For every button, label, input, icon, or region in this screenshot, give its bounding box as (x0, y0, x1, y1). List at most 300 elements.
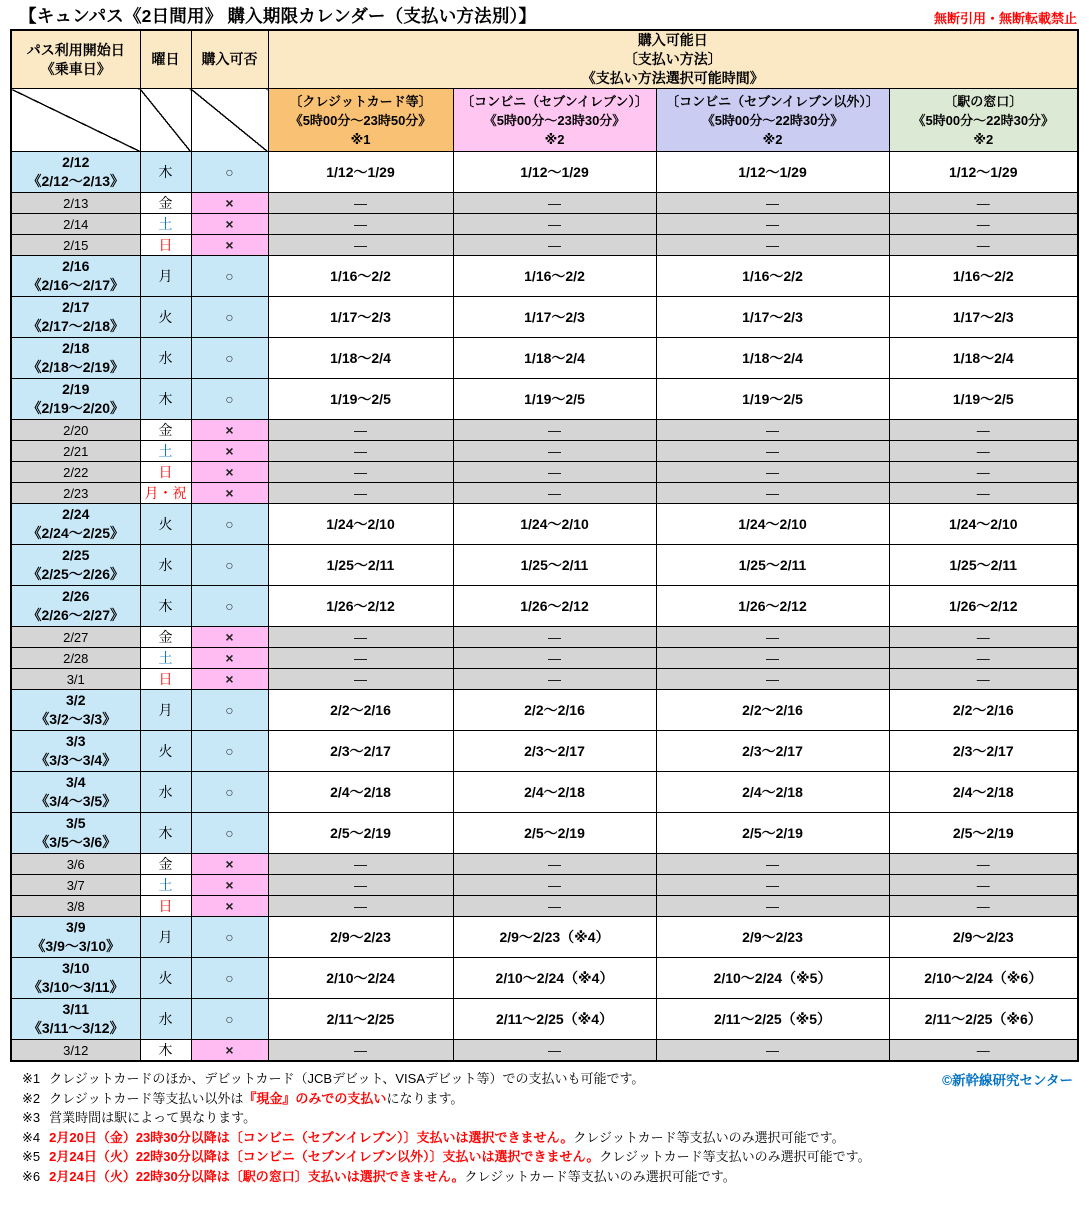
purchase-period-cell: 2/10～2/24（※4） (453, 958, 656, 999)
purchase-period-cell: — (889, 875, 1078, 896)
table-row (11, 420, 1078, 441)
purchase-period-cell: — (889, 420, 1078, 441)
purchase-period-cell: 2/3～2/17 (889, 731, 1078, 772)
table-row (11, 875, 1078, 896)
weekday-cell: 金 (140, 854, 191, 875)
purchase-period-cell: 1/25～2/11 (453, 545, 656, 586)
date-text: 3/2 (66, 692, 86, 708)
purchase-period-cell: — (656, 648, 889, 669)
purchase-period-cell: 1/19～2/5 (656, 379, 889, 420)
availability-cell: × (191, 193, 268, 214)
weekday-cell: 水 (140, 338, 191, 379)
purchase-period-cell: 1/25～2/11 (889, 545, 1078, 586)
purchase-period-cell: — (453, 1040, 656, 1062)
header-row-main (11, 30, 1078, 89)
table-row (11, 193, 1078, 214)
purchase-period-cell: — (656, 235, 889, 256)
date-text: 2/19 (62, 381, 90, 397)
purchase-period-cell: — (268, 896, 453, 917)
purchase-period-cell: — (656, 420, 889, 441)
table-row (11, 545, 1078, 586)
table-row (11, 772, 1078, 813)
availability-cell: ○ (191, 152, 268, 193)
weekday-cell: 火 (140, 731, 191, 772)
date-cell: 2/15 (11, 235, 140, 256)
date-cell: 3/1 (11, 669, 140, 690)
purchase-period-cell: 2/3～2/17 (453, 731, 656, 772)
date-cell (11, 958, 140, 999)
purchase-period-cell: 2/10～2/24（※6） (889, 958, 1078, 999)
date-cell (11, 379, 140, 420)
table-row (11, 256, 1078, 297)
availability-cell: ○ (191, 379, 268, 420)
table-row (11, 999, 1078, 1040)
purchase-period-cell: 2/11～2/25（※6） (889, 999, 1078, 1040)
date-range-text: 《2/18～2/19》 (27, 359, 124, 375)
method-name: 〔コンビニ（セブンイレブン）〕 (461, 93, 648, 109)
weekday-cell: 木 (140, 586, 191, 627)
date-range-text: 《2/25～2/26》 (27, 566, 124, 582)
footnote-text: クレジットカードのほか、デビットカード（JCBデビット、VISAデビット等）での支払いも可能です。 (49, 1071, 645, 1086)
purchase-period-cell: 2/10～2/24 (268, 958, 453, 999)
footnote-text: になります。 (386, 1090, 464, 1106)
availability-cell: ○ (191, 813, 268, 854)
purchase-period-cell: 1/25～2/11 (268, 545, 453, 586)
purchase-period-cell: — (268, 420, 453, 441)
table-row (11, 483, 1078, 504)
purchase-period-cell: 2/3～2/17 (656, 731, 889, 772)
purchase-period-cell: — (889, 669, 1078, 690)
footnote-text: クレジットカード等支払い以外は (49, 1090, 244, 1106)
date-cell (11, 586, 140, 627)
purchase-period-cell: 1/24～2/10 (656, 504, 889, 545)
footnote-line (22, 1108, 1089, 1128)
purchase-period-cell: 1/19～2/5 (268, 379, 453, 420)
purchase-period-cell: — (656, 483, 889, 504)
purchase-period-cell: — (268, 648, 453, 669)
purchase-period-cell: — (889, 896, 1078, 917)
method-name: 〔コンビニ（セブンイレブン以外）〕 (666, 93, 879, 109)
purchase-period-cell: 1/17～2/3 (453, 297, 656, 338)
purchase-period-cell: 1/12～1/29 (453, 152, 656, 193)
purchase-period-cell: — (453, 214, 656, 235)
method-time: 《5時00分～23時50分》 (289, 112, 432, 128)
date-range-text: 《3/3～3/4》 (35, 752, 117, 768)
table-row (11, 504, 1078, 545)
availability-cell: × (191, 896, 268, 917)
weekday-cell: 土 (140, 875, 191, 896)
purchase-period-cell: 1/12～1/29 (268, 152, 453, 193)
table-row (11, 917, 1078, 958)
method-note: ※2 (762, 131, 783, 147)
date-cell: 2/14 (11, 214, 140, 235)
date-range-text: 《3/4～3/5》 (35, 793, 117, 809)
footnote-label: ※3 (22, 1110, 41, 1125)
title-bar (9, 3, 1089, 29)
date-range-text: 《2/16～2/17》 (27, 277, 124, 293)
date-cell: 3/8 (11, 896, 140, 917)
purchase-period-cell: 1/18～2/4 (268, 338, 453, 379)
table-row (11, 462, 1078, 483)
table-row (11, 958, 1078, 999)
purchase-period-cell: — (889, 483, 1078, 504)
purchase-period-cell: 2/9～2/23 (268, 917, 453, 958)
header-row-methods (11, 89, 1078, 152)
diagonal-cell (140, 89, 191, 152)
purchase-period-cell: 1/16～2/2 (889, 256, 1078, 297)
weekday-cell: 月・祝 (140, 483, 191, 504)
availability-cell: ○ (191, 338, 268, 379)
purchase-period-cell: — (453, 441, 656, 462)
date-cell (11, 504, 140, 545)
purchase-period-cell: — (656, 214, 889, 235)
method-name: 〔クレジットカード等〕 (289, 93, 432, 109)
date-range-text: 《2/26～2/27》 (27, 607, 124, 623)
date-text: 3/9 (66, 919, 86, 935)
date-range-text: 《2/24～2/25》 (27, 525, 124, 541)
purchase-period-cell: — (268, 483, 453, 504)
purchase-period-cell: — (268, 462, 453, 483)
date-range-text: 《3/11～3/12》 (27, 1020, 124, 1036)
method-time: 《5時00分～22時30分》 (701, 112, 844, 128)
footnote-text-red: 2月20日（金）23時30分以降は〔コンビニ（セブンイレブン）〕支払いは選択できません。 (49, 1129, 574, 1145)
purchase-period-cell: 2/4～2/18 (268, 772, 453, 813)
purchase-period-cell: 1/25～2/11 (656, 545, 889, 586)
header-availability-column: 購入可否 (191, 30, 268, 89)
purchase-period-cell: 2/9～2/23 (889, 917, 1078, 958)
purchase-period-cell: 1/17～2/3 (889, 297, 1078, 338)
purchase-period-cell: 2/4～2/18 (453, 772, 656, 813)
availability-cell: ○ (191, 958, 268, 999)
purchase-period-cell: 1/19～2/5 (889, 379, 1078, 420)
table-row (11, 379, 1078, 420)
date-text: 2/17 (62, 299, 90, 315)
date-cell: 3/12 (11, 1040, 140, 1062)
date-range-text: 《3/9～3/10》 (31, 938, 121, 954)
header-date-line1: パス利用開始日 (26, 41, 125, 58)
table-row (11, 669, 1078, 690)
weekday-cell: 火 (140, 297, 191, 338)
availability-cell: ○ (191, 504, 268, 545)
weekday-cell: 金 (140, 627, 191, 648)
purchase-period-cell: — (889, 235, 1078, 256)
footnote-line (22, 1089, 1089, 1109)
availability-cell: × (191, 854, 268, 875)
table-row (11, 627, 1078, 648)
footnote-text: クレジットカード等支払いのみ選択可能です。 (464, 1168, 736, 1184)
date-cell (11, 813, 140, 854)
table-row (11, 813, 1078, 854)
weekday-cell: 金 (140, 193, 191, 214)
weekday-cell: 木 (140, 1040, 191, 1062)
date-cell (11, 297, 140, 338)
table-row (11, 214, 1078, 235)
purchase-period-cell: 2/11～2/25（※5） (656, 999, 889, 1040)
footnote-label: ※2 (22, 1090, 41, 1106)
date-text: 3/10 (62, 960, 90, 976)
weekday-cell: 土 (140, 648, 191, 669)
purchase-period-cell: 1/12～1/29 (889, 152, 1078, 193)
date-cell: 2/22 (11, 462, 140, 483)
date-text: 2/12 (62, 154, 90, 170)
method-time: 《5時00分～23時30分》 (483, 112, 626, 128)
footnote-text: 営業時間は駅によって異なります。 (49, 1110, 257, 1125)
date-cell: 2/27 (11, 627, 140, 648)
purchase-period-cell: 1/24～2/10 (889, 504, 1078, 545)
availability-cell: × (191, 1040, 268, 1062)
date-range-text: 《3/2～3/3》 (35, 711, 117, 727)
table-row (11, 854, 1078, 875)
purchase-period-cell: 2/2～2/16 (656, 690, 889, 731)
purchase-period-cell: 1/17～2/3 (268, 297, 453, 338)
weekday-cell: 木 (140, 379, 191, 420)
availability-cell: ○ (191, 586, 268, 627)
purchase-period-cell: — (656, 875, 889, 896)
payment-method-header (268, 89, 453, 152)
table-row (11, 896, 1078, 917)
date-text: 3/4 (66, 774, 86, 790)
purchase-period-cell: — (656, 669, 889, 690)
availability-cell: × (191, 235, 268, 256)
weekday-cell: 日 (140, 235, 191, 256)
purchase-period-cell: — (268, 669, 453, 690)
purchase-period-cell: 1/17～2/3 (656, 297, 889, 338)
footnote-line (22, 1167, 1089, 1187)
weekday-cell: 木 (140, 152, 191, 193)
date-range-text: 《3/5～3/6》 (35, 834, 117, 850)
date-text: 2/26 (62, 588, 90, 604)
weekday-cell: 日 (140, 896, 191, 917)
purchase-period-cell: — (656, 441, 889, 462)
purchase-period-cell: 1/26～2/12 (889, 586, 1078, 627)
date-text: 2/24 (62, 506, 90, 522)
purchase-period-cell: 1/16～2/2 (656, 256, 889, 297)
purchase-period-cell: — (453, 462, 656, 483)
availability-cell: ○ (191, 297, 268, 338)
availability-cell: × (191, 875, 268, 896)
purchase-period-cell: 2/11～2/25（※4） (453, 999, 656, 1040)
purchase-period-cell: 2/5～2/19 (268, 813, 453, 854)
footnotes (22, 1069, 1089, 1186)
date-cell: 2/28 (11, 648, 140, 669)
method-note: ※2 (973, 131, 994, 147)
weekday-cell: 水 (140, 545, 191, 586)
table-row (11, 1040, 1078, 1062)
purchase-period-cell: — (889, 214, 1078, 235)
table-row (11, 586, 1078, 627)
date-text: 2/16 (62, 258, 90, 274)
date-cell (11, 545, 140, 586)
diagonal-cell (11, 89, 140, 152)
date-text: 2/18 (62, 340, 90, 356)
no-reproduction-warning: 無断引用・無断転載禁止 (933, 11, 1077, 26)
footnote-text-red: 『現金』のみでの支払い (243, 1090, 387, 1106)
purchase-deadline-table (10, 29, 1079, 1062)
availability-cell: ○ (191, 999, 268, 1040)
purchase-period-cell: 2/4～2/18 (656, 772, 889, 813)
header-date-column (11, 30, 140, 89)
purchase-period-cell: 2/4～2/18 (889, 772, 1078, 813)
table-row (11, 235, 1078, 256)
date-cell (11, 256, 140, 297)
purchase-period-cell: 1/26～2/12 (656, 586, 889, 627)
availability-cell: × (191, 648, 268, 669)
purchase-period-cell: — (889, 648, 1078, 669)
purchase-period-cell: — (453, 483, 656, 504)
purchase-period-cell: 1/24～2/10 (268, 504, 453, 545)
weekday-cell: 火 (140, 958, 191, 999)
date-text: 2/25 (62, 547, 90, 563)
table-row (11, 648, 1078, 669)
header-purchase-line2: 〔支払い方法〕 (623, 51, 722, 67)
purchase-period-cell: 2/2～2/16 (453, 690, 656, 731)
weekday-cell: 月 (140, 256, 191, 297)
purchase-period-cell: 2/9～2/23 (656, 917, 889, 958)
date-text: 3/11 (62, 1001, 89, 1017)
purchase-period-cell: — (453, 235, 656, 256)
purchase-period-cell: — (889, 462, 1078, 483)
method-note: ※2 (544, 131, 565, 147)
purchase-period-cell: — (268, 235, 453, 256)
purchase-period-cell: — (889, 441, 1078, 462)
availability-cell: ○ (191, 545, 268, 586)
date-cell: 2/23 (11, 483, 140, 504)
purchase-period-cell: 2/11～2/25 (268, 999, 453, 1040)
purchase-period-cell: 2/3～2/17 (268, 731, 453, 772)
purchase-period-cell: 1/26～2/12 (268, 586, 453, 627)
date-cell (11, 731, 140, 772)
header-purchase-line1: 購入可能日 (637, 32, 708, 48)
availability-cell: × (191, 483, 268, 504)
date-cell (11, 917, 140, 958)
purchase-period-cell: — (889, 627, 1078, 648)
weekday-cell: 土 (140, 214, 191, 235)
purchase-period-cell: — (453, 420, 656, 441)
availability-cell: × (191, 669, 268, 690)
purchase-period-cell: 1/18～2/4 (656, 338, 889, 379)
table-row (11, 731, 1078, 772)
purchase-period-cell: 2/5～2/19 (889, 813, 1078, 854)
footnote-text-red: 2月24日（火）22時30分以降は〔駅の窓口〕支払いは選択できません。 (49, 1168, 465, 1184)
weekday-cell: 金 (140, 420, 191, 441)
method-name: 〔駅の窓口〕 (944, 93, 1023, 109)
purchase-period-cell: — (268, 627, 453, 648)
purchase-period-cell: — (268, 854, 453, 875)
purchase-period-cell: — (656, 896, 889, 917)
purchase-period-cell: — (889, 854, 1078, 875)
purchase-period-cell: — (453, 627, 656, 648)
purchase-period-cell: — (268, 1040, 453, 1062)
availability-cell: ○ (191, 690, 268, 731)
availability-cell: × (191, 627, 268, 648)
date-cell: 3/7 (11, 875, 140, 896)
table-row (11, 441, 1078, 462)
date-range-text: 《2/19～2/20》 (27, 400, 124, 416)
purchase-period-cell: — (656, 193, 889, 214)
availability-cell: × (191, 214, 268, 235)
availability-cell: ○ (191, 256, 268, 297)
purchase-period-cell: 1/24～2/10 (453, 504, 656, 545)
method-time: 《5時00分～22時30分》 (912, 112, 1055, 128)
weekday-cell: 日 (140, 462, 191, 483)
footnote-line (22, 1128, 1089, 1148)
purchase-period-cell: — (889, 1040, 1078, 1062)
weekday-cell: 月 (140, 690, 191, 731)
footnote-label: ※6 (22, 1168, 41, 1184)
purchase-period-cell: 1/19～2/5 (453, 379, 656, 420)
footnote-label: ※5 (22, 1149, 41, 1164)
purchase-period-cell: 1/18～2/4 (889, 338, 1078, 379)
footnote-label: ※4 (22, 1129, 41, 1145)
weekday-cell: 水 (140, 999, 191, 1040)
weekday-cell: 木 (140, 813, 191, 854)
date-cell (11, 772, 140, 813)
purchase-period-cell: — (268, 875, 453, 896)
availability-cell: ○ (191, 917, 268, 958)
purchase-period-cell: — (268, 214, 453, 235)
payment-method-header (656, 89, 889, 152)
purchase-period-cell: — (656, 1040, 889, 1062)
purchase-period-cell: 1/12～1/29 (656, 152, 889, 193)
purchase-period-cell: 1/18～2/4 (453, 338, 656, 379)
purchase-period-cell: — (453, 669, 656, 690)
diagonal-cell (191, 89, 268, 152)
date-range-text: 《3/10～3/11》 (27, 979, 124, 995)
purchase-period-cell: — (656, 627, 889, 648)
availability-cell: ○ (191, 772, 268, 813)
purchase-period-cell: — (889, 193, 1078, 214)
payment-method-header (889, 89, 1078, 152)
page-title: 【キュンパス《2日間用》 購入期限カレンダー（支払い方法別）】 (19, 6, 537, 26)
header-day-column: 曜日 (140, 30, 191, 89)
table-row (11, 690, 1078, 731)
footnote-line (22, 1069, 1089, 1089)
date-cell (11, 999, 140, 1040)
footnote-line (22, 1147, 1089, 1167)
table-row (11, 297, 1078, 338)
date-cell (11, 152, 140, 193)
purchase-period-cell: 2/10～2/24（※5） (656, 958, 889, 999)
purchase-period-cell: — (268, 441, 453, 462)
availability-cell: × (191, 441, 268, 462)
weekday-cell: 月 (140, 917, 191, 958)
date-cell (11, 338, 140, 379)
purchase-period-cell: 2/5～2/19 (453, 813, 656, 854)
date-text: 3/5 (66, 815, 86, 831)
availability-cell: ○ (191, 731, 268, 772)
footnote-label: ※1 (22, 1071, 41, 1086)
date-cell: 2/21 (11, 441, 140, 462)
weekday-cell: 土 (140, 441, 191, 462)
availability-cell: × (191, 420, 268, 441)
availability-cell: × (191, 462, 268, 483)
copyright: ©新幹線研究センター (942, 1073, 1073, 1088)
weekday-cell: 日 (140, 669, 191, 690)
footnote-text: クレジットカード等支払いのみ選択可能です。 (599, 1149, 871, 1164)
header-date-line2: 《乗車日》 (40, 60, 111, 77)
table-row (11, 152, 1078, 193)
date-cell: 3/6 (11, 854, 140, 875)
date-range-text: 《2/17～2/18》 (27, 318, 124, 334)
purchase-period-cell: 1/16～2/2 (268, 256, 453, 297)
purchase-period-cell: 1/26～2/12 (453, 586, 656, 627)
purchase-period-cell: — (453, 896, 656, 917)
purchase-period-cell: — (268, 193, 453, 214)
date-cell: 2/13 (11, 193, 140, 214)
table-row (11, 338, 1078, 379)
footnote-text: クレジットカード等支払いのみ選択可能です。 (573, 1129, 845, 1145)
header-purchase-column (268, 30, 1078, 89)
